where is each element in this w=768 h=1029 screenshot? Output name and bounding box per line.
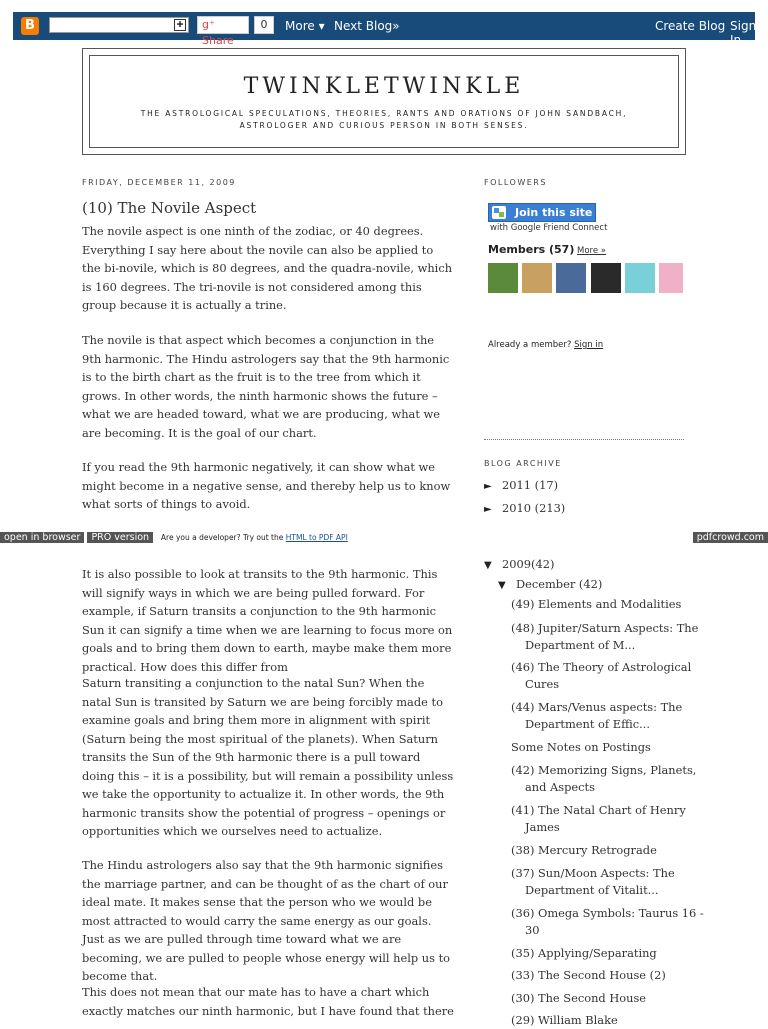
archive-count: (42): [531, 557, 555, 571]
create-blog-link[interactable]: Create Blog: [655, 19, 726, 33]
followers-heading: FOLLOWERS: [484, 178, 547, 187]
pro-version-button[interactable]: PRO version: [87, 532, 153, 543]
share-count: 0: [254, 16, 274, 34]
more-menu[interactable]: More ▾: [285, 19, 325, 33]
pdfcrowd-brand-link[interactable]: pdfcrowd.com: [693, 532, 768, 543]
next-blog-link[interactable]: Next Blog»: [334, 19, 400, 33]
post-date: FRIDAY, DECEMBER 11, 2009: [82, 178, 236, 187]
archive-count: (17): [534, 478, 559, 492]
archive-year[interactable]: [484, 500, 565, 518]
avatar[interactable]: [522, 263, 552, 293]
member-sign-in-link[interactable]: Sign in: [574, 340, 604, 350]
post-paragraph: The novile is that aspect which becomes a conjunction in the 9th harmonic. The Hindu astrologers say that the 9th harmonic is to the birth chart as the fruit is to the tree from which it grows. In other words, the ninth harmonic shows the future – what we are headed toward, what we are producing, what we are becoming. It is the goal of our chart.: [82, 333, 450, 440]
blog-header-inner: [89, 55, 679, 148]
post-paragraph: This does not mean that our mate has to have a chart which exactly matches our ninth harmonic, but I have found that there: [82, 985, 454, 1018]
share-label: Share: [202, 34, 234, 47]
archive-year[interactable]: [484, 556, 554, 574]
search-input[interactable]: [49, 17, 189, 33]
already-member-text: [488, 340, 603, 350]
pdfcrowd-banner-right: [693, 531, 768, 545]
avatar[interactable]: [659, 263, 683, 293]
members-more-link[interactable]: More »: [577, 246, 606, 256]
archive-post-link[interactable]: Some Notes on Postings: [511, 740, 651, 754]
developer-note-text: Are you a developer? Try out the: [160, 533, 284, 542]
expand-arrow-icon[interactable]: ►: [484, 481, 492, 492]
archive-year-label[interactable]: 2011: [502, 478, 531, 492]
avatar[interactable]: [556, 263, 586, 293]
post-paragraph: The novile aspect is one ninth of the zodiac, or 40 degrees. Everything I say here about the novile can also be applied to the bi-novile, which is 80 degrees, and the quadra-novile, which is 160 degrees. The tri-novile is not considered among this group because it is actually a trine.: [82, 224, 453, 312]
avatar[interactable]: [591, 263, 621, 293]
archive-post-link[interactable]: (36) Omega Symbols: Taurus 16 - 30: [511, 906, 704, 937]
pdfcrowd-banner-left: [0, 531, 348, 545]
archive-post-link[interactable]: (41) The Natal Chart of Henry James: [511, 803, 686, 834]
post-paragraph: Saturn transiting a conjunction to the natal Sun? When the natal Sun is transited by Saturn we are being forcibly made to examine goals and bring them more in alignment with spirit (Saturn being the most spiritual of the planets). When Saturn transits the Sun of the 9th harmonic there is a pull toward doing this – it is a possibility, but will remain a possibility unless we take the opportunity to actualize it. In other words, the 9th harmonic transits show the potential of progress – openings or opportunities which we ourselves need to actualize.: [82, 676, 454, 838]
archive-post-link[interactable]: (37) Sun/Moon Aspects: The Department of Vitalit...: [511, 866, 675, 897]
open-in-browser-button[interactable]: open in browser: [0, 532, 84, 543]
sign-in-link[interactable]: Sign In: [730, 19, 757, 47]
blogger-logo-icon[interactable]: B: [21, 17, 39, 35]
archive-post-link[interactable]: (38) Mercury Retrograde: [511, 843, 657, 857]
archive-post-link[interactable]: (48) Jupiter/Saturn Aspects: The Department of M...: [511, 621, 699, 652]
blog-title[interactable]: TWINKLETWINKLE: [243, 74, 525, 99]
share-button[interactable]: [197, 16, 249, 47]
archive-count: (42): [578, 577, 603, 591]
post-paragraph: If you read the 9th harmonic negatively, it can show what we might become in a negative sense, and thereby help us to know what sorts of things to avoid.: [82, 460, 451, 511]
archive-post-link[interactable]: (46) The Theory of Astrological Cures: [511, 660, 692, 691]
avatar[interactable]: [625, 263, 655, 293]
blog-description: THE ASTROLOGICAL SPECULATIONS, THEORIES, RANTS AND ORATIONS OF JOHN SANDBACH, ASTROLOGER AND CURIOUS PERSON IN BOTH SENSES.: [140, 109, 628, 130]
archive-post-link[interactable]: (49) Elements and Modalities: [511, 597, 682, 611]
html-to-pdf-link[interactable]: HTML to PDF API: [285, 533, 348, 542]
collapse-arrow-icon[interactable]: ▼: [484, 560, 492, 571]
gfc-subtitle: with Google Friend Connect: [490, 223, 608, 233]
archive-year[interactable]: [484, 477, 558, 495]
post-title[interactable]: (10) The Novile Aspect: [82, 199, 257, 217]
developer-note: [156, 533, 348, 542]
archive-post-link[interactable]: (35) Applying/Separating: [511, 946, 657, 960]
archive-post-link[interactable]: (29) William Blake: [511, 1013, 618, 1027]
archive-post-link[interactable]: (30) The Second House: [511, 991, 647, 1005]
post-paragraph: It is also possible to look at transits to the 9th harmonic. This will signify ways in which we are being pulled forward. For example, if Saturn transits a conjunction to the 9th harmonic Sun it can signify a time when we are learning to focus more on goals and to bring them down to earth, maybe make them more practical. How does this differ from: [82, 567, 453, 674]
avatar[interactable]: [488, 263, 518, 293]
expand-arrow-icon[interactable]: ►: [484, 504, 492, 515]
sidebar-divider: [484, 439, 684, 440]
blog-header: [82, 48, 686, 155]
members-count: Members (57): [488, 243, 575, 256]
blogger-navbar: [13, 12, 757, 47]
post-paragraph: The Hindu astrologers also say that the 9th harmonic signifies the marriage partner, and can be thought of as the chart of our ideal mate. It makes sense that the person who we would be most attracted to would carry the same energy as our goals. Just as we are pulled through time toward what we are becoming, we are pulled to people whose energy will help us to become that.: [82, 858, 451, 983]
archive-heading: BLOG ARCHIVE: [484, 459, 562, 468]
archive-count: (213): [534, 501, 566, 515]
archive-post-link[interactable]: (44) Mars/Venus aspects: The Department of Effic...: [511, 700, 683, 731]
already-member-label: Already a member?: [488, 340, 572, 350]
search-icon[interactable]: ✚: [174, 19, 186, 31]
archive-post-link[interactable]: (42) Memorizing Signs, Planets, and Aspects: [511, 763, 697, 794]
friend-connect-icon: [492, 206, 506, 219]
join-label: Join this site: [515, 206, 593, 219]
archive-year-label[interactable]: 2009: [502, 557, 531, 571]
collapse-arrow-icon[interactable]: ▼: [498, 580, 506, 591]
archive-year-label[interactable]: 2010: [502, 501, 531, 515]
archive-month-label[interactable]: December: [516, 577, 576, 591]
google-plus-icon: g⁺: [202, 18, 215, 31]
join-site-button[interactable]: [488, 203, 596, 222]
archive-month[interactable]: [498, 576, 602, 594]
archive-post-link[interactable]: (33) The Second House (2): [511, 968, 666, 982]
